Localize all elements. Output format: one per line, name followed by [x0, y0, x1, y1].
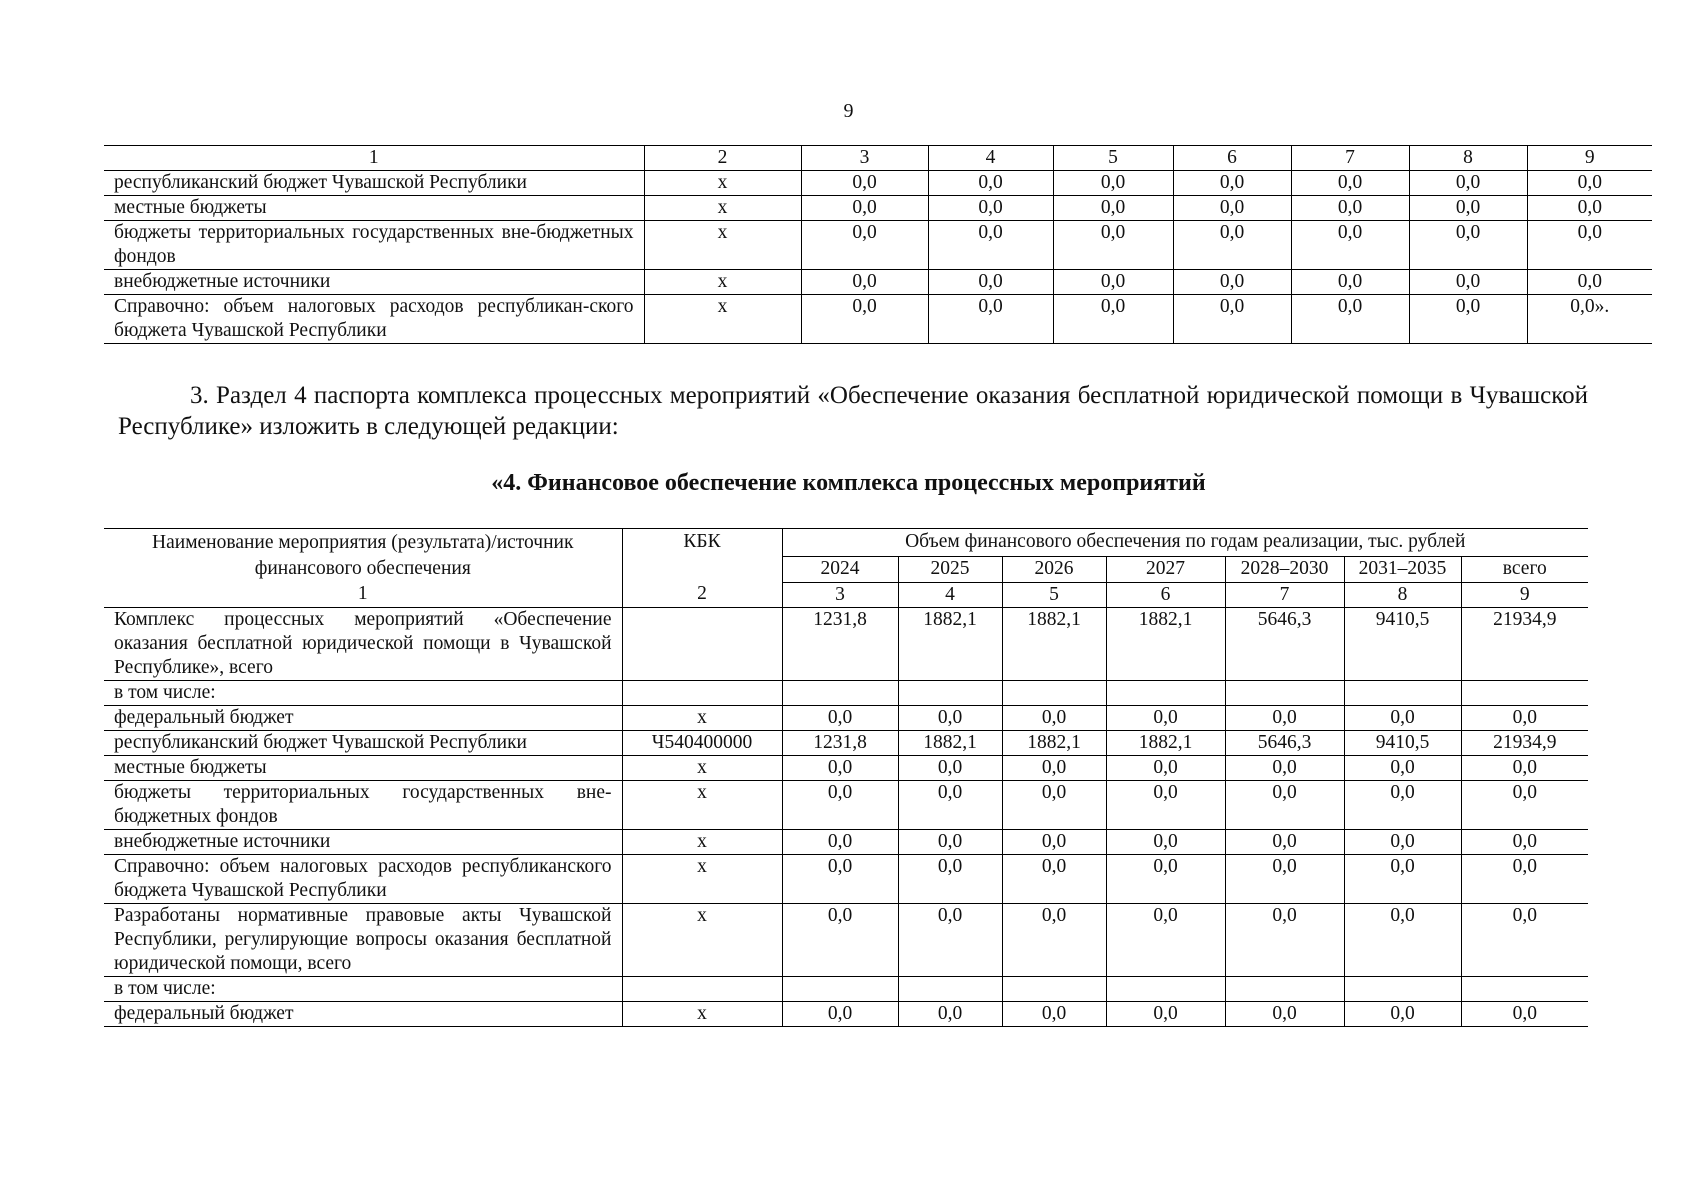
row-value: 0,0 — [1291, 171, 1409, 196]
row-value: 0,0 — [1053, 270, 1173, 295]
header-year: 2027 — [1106, 556, 1225, 582]
row-value: 1882,1 — [898, 730, 1002, 755]
row-value — [1002, 976, 1106, 1001]
section-title: «4. Финансовое обеспечение комплекса процессных мероприятий — [491, 470, 1206, 496]
row-value: 0,0 — [1225, 1001, 1344, 1026]
row-value: 0,0 — [1409, 196, 1527, 221]
row-value: 0,0 — [1461, 705, 1588, 730]
row-value: 1882,1 — [1002, 730, 1106, 755]
row-value: 0,0 — [1002, 854, 1106, 903]
row-value: 0,0 — [1225, 755, 1344, 780]
table-row — [104, 196, 1652, 221]
row-name: местные бюджеты — [104, 196, 644, 221]
row-value: 0,0 — [782, 755, 898, 780]
row-value: 0,0 — [898, 780, 1002, 829]
row-value: 0,0 — [898, 829, 1002, 854]
row-value: 21934,9 — [1461, 607, 1588, 680]
row-value: 0,0 — [1461, 1001, 1588, 1026]
column-number: 5 — [1053, 146, 1173, 171]
row-value: 0,0 — [1053, 221, 1173, 270]
row-value: 0,0 — [1527, 171, 1652, 196]
row-value: 9410,5 — [1344, 607, 1461, 680]
column-number: 4 — [928, 146, 1053, 171]
table-row — [104, 221, 1652, 270]
table-row — [104, 854, 1588, 903]
row-value — [1106, 680, 1225, 705]
table-row — [104, 903, 1588, 976]
row-name: Справочно: объем налоговых расходов республиканского бюджета Чувашской Республики — [104, 854, 622, 903]
column-number: 7 — [1291, 146, 1409, 171]
row-value: 0,0 — [1344, 829, 1461, 854]
header-year: 2026 — [1002, 556, 1106, 582]
row-value: 0,0 — [928, 171, 1053, 196]
row-name: местные бюджеты — [104, 755, 622, 780]
row-value: 0,0 — [928, 221, 1053, 270]
row-value: 0,0 — [1053, 295, 1173, 344]
row-value: 0,0 — [1106, 755, 1225, 780]
row-value: 0,0 — [1173, 221, 1291, 270]
row-value: 0,0 — [782, 780, 898, 829]
row-value: 0,0 — [1527, 221, 1652, 270]
row-kbk: х — [622, 903, 782, 976]
table-row — [104, 171, 1652, 196]
row-value: 1882,1 — [1106, 730, 1225, 755]
row-kbk — [622, 976, 782, 1001]
column-number: 8 — [1409, 146, 1527, 171]
row-value: 0,0 — [1106, 780, 1225, 829]
row-value: 1882,1 — [1106, 607, 1225, 680]
row-value: 0,0 — [1409, 270, 1527, 295]
row-value: 0,0 — [1344, 780, 1461, 829]
row-value: 0,0 — [782, 829, 898, 854]
row-value: 1882,1 — [1002, 607, 1106, 680]
row-value: 0,0 — [801, 171, 928, 196]
row-value: 0,0 — [928, 295, 1053, 344]
row-value: 0,0 — [1461, 780, 1588, 829]
row-kbk: х — [644, 270, 801, 295]
row-kbk: х — [644, 171, 801, 196]
row-value: 0,0 — [1002, 705, 1106, 730]
row-value: 0,0 — [782, 854, 898, 903]
row-name: в том числе: — [104, 680, 622, 705]
row-name: бюджеты территориальных государственных вне-бюджетных фондов — [104, 780, 622, 829]
row-value: 0,0 — [1002, 1001, 1106, 1026]
row-kbk: Ч540400000 — [622, 730, 782, 755]
table-row — [104, 780, 1588, 829]
row-value — [1344, 680, 1461, 705]
column-number: 2 — [644, 146, 801, 171]
row-value: 0,0 — [1002, 829, 1106, 854]
column-number: 5 — [1002, 582, 1106, 607]
row-value: 0,0 — [1173, 171, 1291, 196]
row-value: 0,0 — [1225, 903, 1344, 976]
row-name: республиканский бюджет Чувашской Республики — [104, 730, 622, 755]
row-value: 5646,3 — [1225, 730, 1344, 755]
table-row — [104, 1001, 1588, 1026]
row-value: 0,0 — [1106, 705, 1225, 730]
row-value: 1231,8 — [782, 730, 898, 755]
table-row — [104, 976, 1588, 1001]
row-name: Справочно: объем налоговых расходов республикан-ского бюджета Чувашской Республики — [104, 295, 644, 344]
row-value — [782, 976, 898, 1001]
row-value: 0,0 — [1225, 829, 1344, 854]
header-kbk-column: КБК — [622, 529, 782, 583]
row-value: 0,0 — [1291, 270, 1409, 295]
row-value: 0,0 — [898, 705, 1002, 730]
row-name: Комплекс процессных мероприятий «Обеспечение оказания бесплатной юридической помощи в Чувашской Республике», всего — [104, 607, 622, 680]
row-value: 0,0 — [1344, 903, 1461, 976]
column-number: 1 — [104, 582, 622, 607]
row-value: 0,0 — [928, 196, 1053, 221]
table-row — [104, 705, 1588, 730]
row-value — [898, 976, 1002, 1001]
header-year: 2024 — [782, 556, 898, 582]
row-kbk: х — [622, 755, 782, 780]
table-row — [104, 829, 1588, 854]
financing-table — [104, 528, 1588, 1027]
row-value — [1344, 976, 1461, 1001]
row-kbk: х — [622, 780, 782, 829]
row-name: республиканский бюджет Чувашской Республики — [104, 171, 644, 196]
row-value: 0,0 — [1409, 221, 1527, 270]
row-value — [898, 680, 1002, 705]
header-year: 2031–2035 — [1344, 556, 1461, 582]
page-number: 9 — [843, 100, 854, 122]
column-number: 2 — [622, 582, 782, 607]
row-value — [782, 680, 898, 705]
column-number-row — [104, 146, 1652, 171]
row-value: 0,0 — [1291, 196, 1409, 221]
row-value: 0,0 — [1291, 295, 1409, 344]
row-value: 0,0 — [1461, 903, 1588, 976]
column-number: 9 — [1527, 146, 1652, 171]
column-number: 3 — [782, 582, 898, 607]
row-value: 0,0 — [898, 903, 1002, 976]
column-number: 3 — [801, 146, 928, 171]
row-value: 0,0 — [898, 854, 1002, 903]
table-row — [104, 680, 1588, 705]
row-value: 0,0 — [1344, 854, 1461, 903]
row-value: 0,0 — [1527, 270, 1652, 295]
row-value: 0,0 — [928, 270, 1053, 295]
header-year: всего — [1461, 556, 1588, 582]
row-kbk: х — [644, 295, 801, 344]
row-value: 0,0 — [898, 755, 1002, 780]
row-value: 0,0 — [1409, 295, 1527, 344]
row-value: 0,0 — [1225, 780, 1344, 829]
table-row — [104, 755, 1588, 780]
row-value — [1106, 976, 1225, 1001]
column-number: 6 — [1173, 146, 1291, 171]
row-name: федеральный бюджет — [104, 705, 622, 730]
row-value: 0,0 — [1461, 829, 1588, 854]
row-kbk: х — [622, 705, 782, 730]
row-value: 0,0 — [1173, 270, 1291, 295]
row-name: бюджеты территориальных государственных вне-бюджетных фондов — [104, 221, 644, 270]
row-value — [1225, 680, 1344, 705]
table-row — [104, 295, 1652, 344]
row-value: 0,0 — [1002, 903, 1106, 976]
row-value — [1461, 680, 1588, 705]
row-value — [1225, 976, 1344, 1001]
row-kbk: х — [622, 854, 782, 903]
row-kbk: х — [644, 221, 801, 270]
row-value — [1002, 680, 1106, 705]
row-value: 0,0». — [1527, 295, 1652, 344]
row-value: 0,0 — [1002, 755, 1106, 780]
row-value: 0,0 — [1053, 171, 1173, 196]
row-name: внебюджетные источники — [104, 270, 644, 295]
column-number: 1 — [104, 146, 644, 171]
row-kbk: х — [622, 1001, 782, 1026]
table-row — [104, 270, 1652, 295]
row-value: 0,0 — [801, 295, 928, 344]
row-name: Разработаны нормативные правовые акты Чувашской Республики, регулирующие вопросы оказания бесплатной юридической помощи, всего — [104, 903, 622, 976]
row-kbk — [622, 680, 782, 705]
row-value: 0,0 — [1225, 854, 1344, 903]
row-value: 0,0 — [1002, 780, 1106, 829]
row-value: 0,0 — [1106, 854, 1225, 903]
row-value: 0,0 — [1527, 196, 1652, 221]
row-value: 0,0 — [1344, 705, 1461, 730]
row-value: 0,0 — [1225, 705, 1344, 730]
row-value: 0,0 — [1291, 221, 1409, 270]
row-name: внебюджетные источники — [104, 829, 622, 854]
row-value: 9410,5 — [1344, 730, 1461, 755]
row-value: 0,0 — [1344, 1001, 1461, 1026]
header-volume-column: Объем финансового обеспечения по годам реализации, тыс. рублей — [782, 529, 1588, 557]
row-value: 0,0 — [801, 196, 928, 221]
row-value: 0,0 — [801, 221, 928, 270]
row-value: 0,0 — [1409, 171, 1527, 196]
row-value: 0,0 — [782, 903, 898, 976]
row-value: 0,0 — [782, 705, 898, 730]
row-value: 1882,1 — [898, 607, 1002, 680]
row-value: 0,0 — [1461, 755, 1588, 780]
column-number: 9 — [1461, 582, 1588, 607]
row-kbk — [622, 607, 782, 680]
header-year: 2028–2030 — [1225, 556, 1344, 582]
header-year: 2025 — [898, 556, 1002, 582]
table-row — [104, 730, 1588, 755]
row-value — [1461, 976, 1588, 1001]
row-value: 0,0 — [801, 270, 928, 295]
column-number: 7 — [1225, 582, 1344, 607]
row-value: 21934,9 — [1461, 730, 1588, 755]
amendment-paragraph: 3. Раздел 4 паспорта комплекса процессных мероприятий «Обеспечение оказания бесплатной юридической помощи в Чувашской Республике» изложить в следующей редакции: — [118, 382, 1588, 440]
row-value: 0,0 — [1173, 196, 1291, 221]
row-name: федеральный бюджет — [104, 1001, 622, 1026]
continued-table — [104, 145, 1652, 344]
row-value: 1231,8 — [782, 607, 898, 680]
column-number-row — [104, 582, 1588, 607]
row-value: 0,0 — [1106, 1001, 1225, 1026]
row-value: 0,0 — [1461, 854, 1588, 903]
row-name: в том числе: — [104, 976, 622, 1001]
column-number: 6 — [1106, 582, 1225, 607]
row-value: 5646,3 — [1225, 607, 1344, 680]
table-row — [104, 607, 1588, 680]
row-value: 0,0 — [1106, 829, 1225, 854]
header-name-column: Наименование мероприятия (результата)/источник финансового обеспечения — [104, 529, 622, 583]
row-value: 0,0 — [1344, 755, 1461, 780]
row-kbk: х — [622, 829, 782, 854]
row-value: 0,0 — [898, 1001, 1002, 1026]
row-kbk: х — [644, 196, 801, 221]
row-value: 0,0 — [1173, 295, 1291, 344]
row-value: 0,0 — [1106, 903, 1225, 976]
row-value: 0,0 — [782, 1001, 898, 1026]
column-number: 4 — [898, 582, 1002, 607]
row-value: 0,0 — [1053, 196, 1173, 221]
column-number: 8 — [1344, 582, 1461, 607]
